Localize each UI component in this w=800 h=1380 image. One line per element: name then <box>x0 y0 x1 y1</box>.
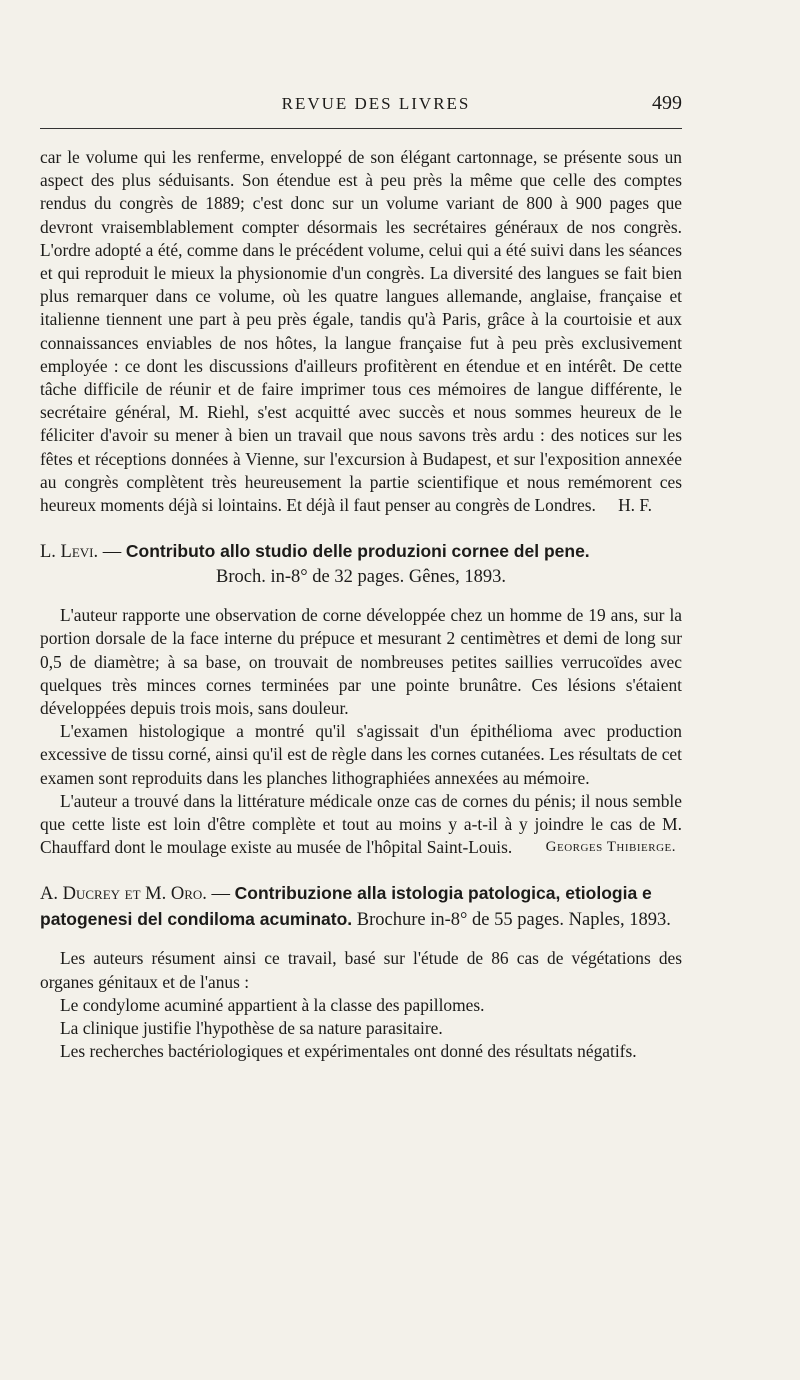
levi-paragraph-2: L'examen histologique a montré qu'il s'agissait d'un épithélioma avec production excessive de tissu corné, ainsi qu'il est de règle dans les cornes cutanées. Les résultats de cet examen sont reproduits dans les planches lithographiées annexées au mémoire. <box>40 721 682 788</box>
intro-paragraph-text: car le volume qui les renferme, enveloppé de son élégant cartonnage, se présente sous un aspect des plus séduisants. Son étendue est à peu près la même que celle des comptes rendus du congrès de 1889; c'est donc sur un volume variant de 800 à 900 pages que devront vraisemblablement compter désormais les secrétaires généraux de nos congrès. L'ordre adopté a été, comme dans le précédent volume, celui qui a été suivi dans les séances et qui reproduit le mieux la physionomie d'un congrès. La diversité des langues se fait bien plus remarquer dans ce volume, où les quatre langues allemande, anglaise, française et italienne tiennent une part à peu près égale, tandis qu'à Paris, grâce à la courtoisie et aux connaissances enviables de nos hôtes, la langue française fut à peu près exclusivement employée : ce dont les discussions d'ailleurs profitèrent en étendue et en intérêt. De cette tâche difficile de réunir et de faire imprimer tous ces mémoires de langue différente, le secrétaire général, M. Riehl, s'est acquitté avec succès et nous sommes heureux de le féliciter d'avoir su mener à bien un travail que nous savons très ardu : des notices sur les fêtes et réceptions données à Vienne, sur l'excursion à Budapest, et sur l'exposition annexée au congrès complètent très heureusement la partie scientifique et nous remémorent ces heureux moments déjà si lointains. Et déjà il faut penser au congrès de Londres. <box>40 147 682 516</box>
review-dash: — <box>98 542 126 563</box>
review-title: Contributo allo studio delle produzioni cornee del pene. <box>125 541 590 562</box>
levi-paragraph-1: L'auteur rapporte une observation de corne développée chez un homme de 19 ans, sur la portion dorsale de la face interne du prépuce et mesurant 2 centimètres et demi de long sur 0,5 de diamètre; à sa base, on trouvait de nombreuses petites saillies verrucoïdes avec quelques très minces cornes terminées par une pointe brunâtre. Ces lésions s'étaient développées depuis trois mois, sans douleur. <box>40 605 682 719</box>
page-number: 499 <box>652 92 682 114</box>
running-header <box>40 90 682 120</box>
header-rule <box>40 128 682 129</box>
header-title: REVUE DES LIVRES <box>281 94 471 113</box>
review-dash: — <box>206 884 235 905</box>
intro-paragraph <box>40 146 682 517</box>
ducrey-paragraph-2: Le condylome acuminé appartient à la classe des papillomes. <box>60 994 485 1015</box>
levi-paragraph-3 <box>40 790 682 860</box>
review-heading-ducrey <box>40 881 682 933</box>
body-text <box>40 146 682 1064</box>
ducrey-paragraph-3: La clinique justifie l'hypothèse de sa nature parasitaire. <box>60 1018 443 1039</box>
ducrey-paragraph-4: Les recherches bactériologiques et expérimentales ont donné des résultats négatifs. <box>60 1041 637 1062</box>
review-author: A. Ducrey et M. Oro. <box>40 884 207 905</box>
review-author: L. Levi. <box>40 542 99 563</box>
review-details: Brochure in-8° de 55 pages. Naples, 1893. <box>356 910 671 931</box>
review-details: Broch. in-8° de 32 pages. Gênes, 1893. <box>216 567 506 588</box>
ducrey-paragraph-1: Les auteurs résument ainsi ce travail, basé sur l'étude de 86 cas de végétations des organes génitaux et de l'anus : <box>40 948 682 992</box>
levi-paragraph-3-text: L'auteur a trouvé dans la littérature médicale onze cas de cornes du pénis; il nous semble que cette liste est loin d'être complète et tout au moins y a-t-il à y joindre le cas de M. Chauffard dont le moulage existe au musée de l'hôpital Saint-Louis. <box>40 790 682 858</box>
levi-signature: Georges Thibierge. <box>545 839 676 856</box>
review-title: Contribuzione alla istologia patologica, etiologia e patogenesi del condiloma acuminato. <box>40 883 652 930</box>
review-heading-levi <box>40 539 682 590</box>
intro-signature: H. F. <box>618 495 652 516</box>
